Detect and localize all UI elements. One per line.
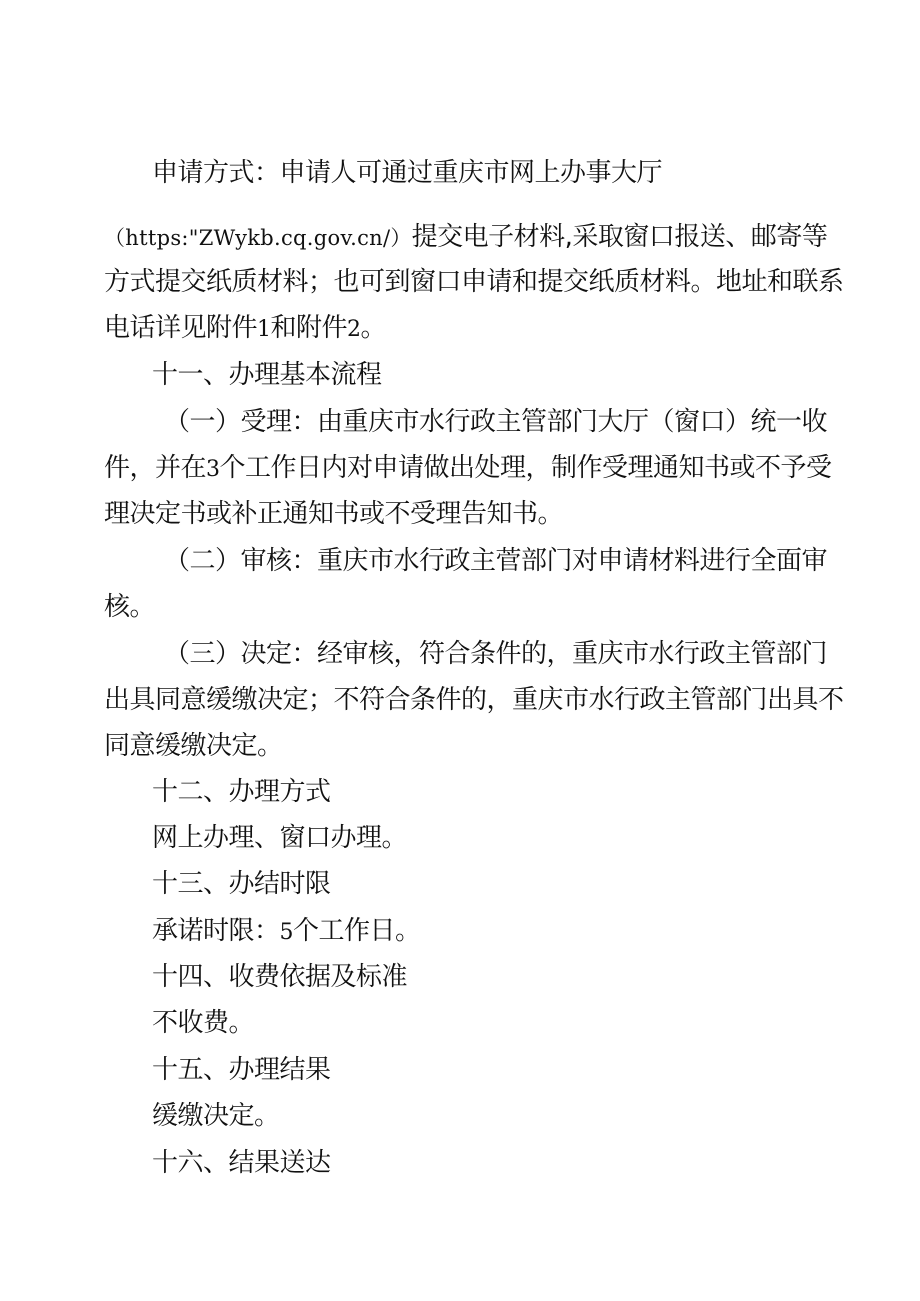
- section-11-p1-line-1: （一）受理：由重庆市水行政主管部门大厅（窗口）统一收: [164, 407, 828, 437]
- section-16-heading: 十六、结果送达: [152, 1148, 331, 1178]
- section-12-content: 网上办理、窗口办理。: [152, 823, 408, 853]
- section-11-p2-line-1: （二）审核：重庆市水行政主菅部门对申请材料进行全面审: [164, 546, 828, 576]
- section-11-p3-line-2: 出具同意缓缴决定；不符合条件的，重庆市水行政主管部门出具不: [104, 685, 844, 715]
- section-12-heading: 十二、办理方式: [152, 777, 331, 807]
- section-13-heading: 十三、办结时限: [152, 869, 331, 899]
- section-14-content: 不收费。: [152, 1008, 255, 1038]
- section-11-p2-line-2: 核。: [104, 592, 156, 622]
- section-15-heading: 十五、办理结果: [152, 1055, 331, 1085]
- section-11-heading: 十一、办理基本流程: [152, 360, 382, 390]
- section-15-content: 缓缴决定。: [152, 1101, 280, 1131]
- section-14-heading: 十四、收费依据及标准: [152, 962, 408, 992]
- apply-method-line-1: 申请方式：申请人可通过重庆市网上办事大厅: [152, 158, 663, 188]
- section-11-p3-line-1: （三）决定：经审核，符合条件的，重庆市水行政主管部门: [164, 639, 828, 669]
- portal-url: （https:"ZWykb.cq.gov.cn/）: [104, 226, 412, 250]
- apply-method-line-2: （https:"ZWykb.cq.gov.cn/）提交电子材料,采取窗口报送、邮寄等: [104, 222, 828, 252]
- apply-method-line-3: 方式提交纸质材料；也可到窗口申请和提交纸质材料。地址和联系: [104, 267, 844, 297]
- section-11-p1-line-3: 理决定书或补正通知书或不受理告知书。: [104, 499, 564, 529]
- section-11-p1-line-2: 件，并在3个工作日内对申请做出处理，制作受理通知书或不予受: [104, 453, 832, 483]
- section-11-p3-line-3: 同意缓缴决定。: [104, 731, 283, 761]
- apply-method-line-4: 电话详见附件1和附件2。: [104, 313, 387, 343]
- section-13-content: 承诺时限：5个工作日。: [152, 916, 421, 946]
